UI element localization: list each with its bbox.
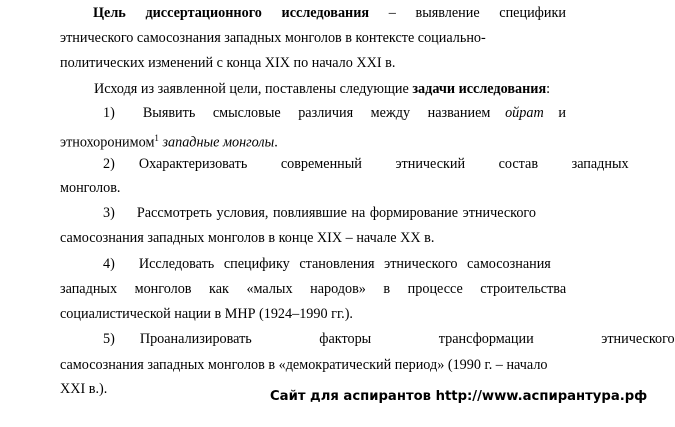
task-1-line-2 [60, 130, 278, 151]
task-2-line-2: монголов. [60, 180, 121, 196]
task-2-number: 2) [103, 156, 115, 172]
task-3-line-1 [0, 205, 600, 221]
footnote-marker: 1 [154, 133, 159, 143]
tasks-intro-colon: : [546, 81, 551, 97]
task-5-text: Проанализировать факторы трансформации этнического [139, 331, 675, 347]
task-2-line-1 [0, 156, 629, 172]
task-4-line-3: социалистической нации в МНР (1924–1990 гг.). [60, 306, 353, 322]
goal-heading-word: исследования [281, 5, 370, 21]
goal-word: выявление [415, 5, 480, 21]
task-4-number: 4) [103, 256, 115, 272]
task-1-end: и [558, 105, 566, 121]
goal-heading-word: диссертационного [145, 5, 262, 21]
task-4-line-1 [0, 256, 600, 272]
task-4-line-2: западных монголов как «малых народов» в процессе строительства [60, 281, 567, 297]
task-2-text: Охарактеризовать современный этнический состав западных [138, 156, 629, 172]
task-1-l2-italic: западные монголы [162, 134, 275, 151]
goal-line-2 [0, 30, 600, 46]
goal-line-1 [0, 5, 600, 21]
task-5-number: 5) [103, 331, 115, 347]
task-4-text: Исследовать специфику становления этнического самосознания [138, 256, 551, 272]
task-1-italic: ойрат [505, 105, 544, 121]
task-1-l2-end: . [274, 134, 278, 151]
goal-line-3: политических изменений с конца XIX по начало XXI в. [60, 55, 396, 71]
goal-line-2-text: этнического самосознания западных монголов в контексте социально- [60, 30, 486, 46]
site-footer-text: Сайт для аспирантов http://www.аспирантура.рф [270, 389, 648, 404]
task-1-number: 1) [103, 105, 115, 121]
tasks-intro-text: Исходя из заявленной цели, поставлены следующие [94, 81, 409, 97]
task-3-text: Рассмотреть условия, повлиявшие на формирование этнического [136, 205, 536, 221]
task-1-l2-text: этнохоронимом [60, 134, 155, 151]
goal-word: – [388, 5, 396, 21]
task-1-line-1 [0, 105, 600, 121]
goal-heading-word: Цель [93, 5, 126, 21]
task-5-line-2: самосознания западных монголов в «демократический период» (1990 г. – начало [60, 357, 548, 373]
task-5-line-3: XXI в.). [60, 381, 108, 397]
task-3-number: 3) [103, 205, 115, 221]
tasks-intro [94, 81, 550, 97]
tasks-intro-bold: задачи исследования [412, 81, 547, 97]
task-5-line-1 [0, 331, 675, 347]
task-1-text: Выявить смысловые различия между названием [142, 105, 491, 121]
task-3-line-2: самосознания западных монголов в конце XIX – начале XX в. [60, 230, 435, 246]
goal-word: специфики [499, 5, 566, 21]
